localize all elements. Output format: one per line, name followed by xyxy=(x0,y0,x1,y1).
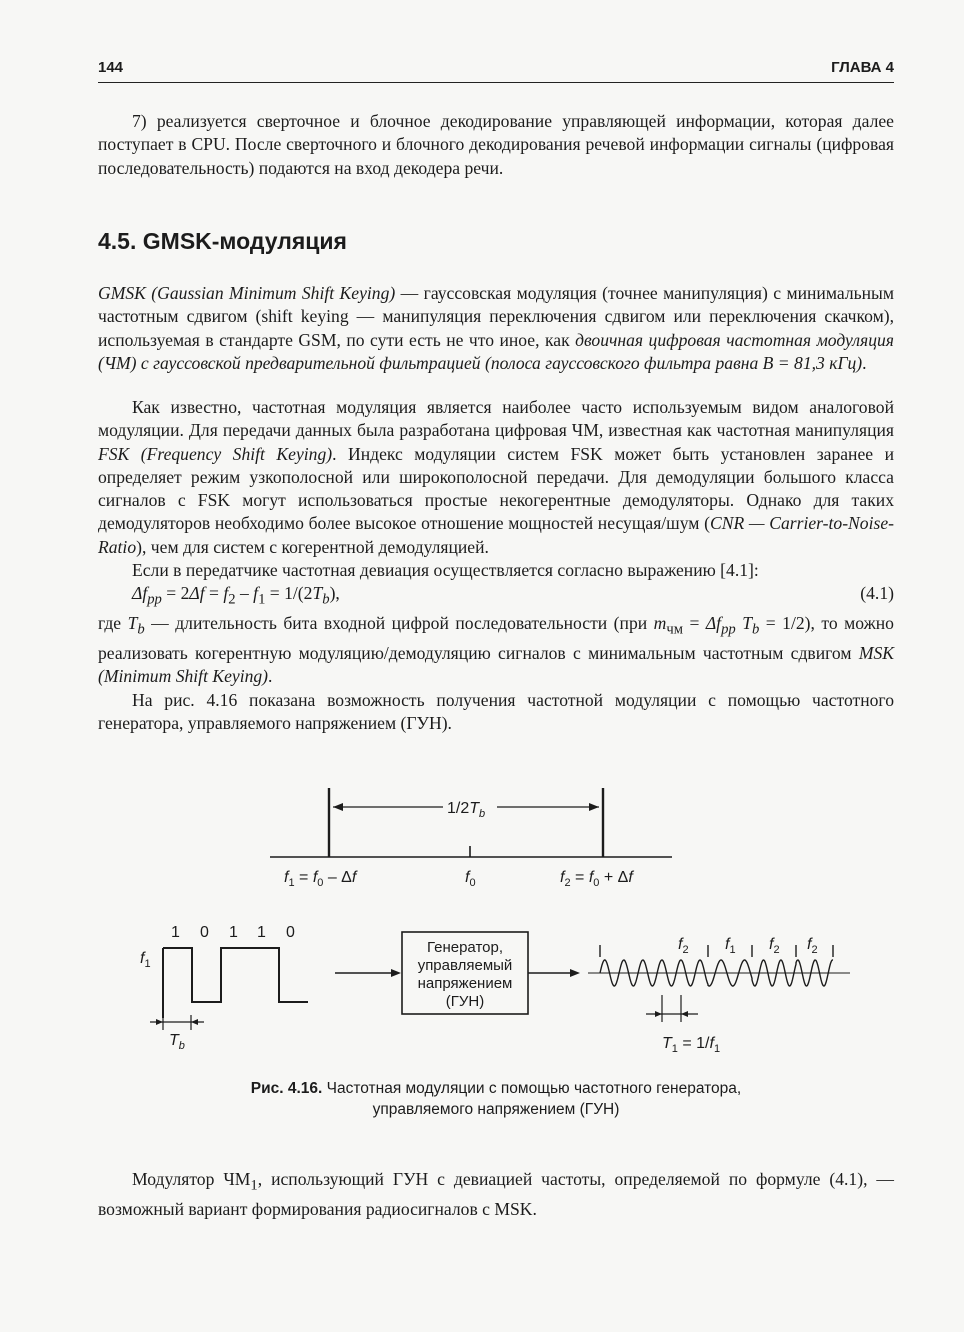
text-run: где xyxy=(98,613,128,634)
text-run: . xyxy=(268,666,273,687)
f1-axis-label: $f_1$ xyxy=(140,950,151,970)
definition-italic: двоичная цифровая частотная модуляция (ЧМ) с гауссовской предварительной фильтрацией (полоса гауссовского фильтра равна B = 81,3 кГц) xyxy=(98,329,894,373)
subscript: 1 xyxy=(250,1177,258,1194)
half-period-label: $1/2T_b$ xyxy=(447,800,486,820)
figure-caption xyxy=(98,1078,894,1120)
arrow-to-output xyxy=(528,969,580,977)
caption-line-2: управляемого напряжением (ГУН) xyxy=(372,1101,620,1118)
page-number: 144 xyxy=(98,59,124,76)
seg-freq-label: $f_1$ xyxy=(725,936,736,956)
paragraph-5: где $T_b$ — длительность бита входной цифрой последовательности (при $m_{чм} = \Delta f_{pp}$ $T_b = 1/2$), то можно реализовать когерентную модуляцию/демодуляцию сигналов с минимальным частотным сдвигом MSK (Minimum Shift Keying). xyxy=(98,613,894,687)
bit-waveform-path xyxy=(163,948,308,1002)
bit-label: 1 xyxy=(229,924,238,941)
text-run: — длительность бита входной цифрой последовательности (при xyxy=(144,613,654,634)
spectrum-diagram xyxy=(270,788,672,889)
arrow-to-generator xyxy=(335,969,401,977)
section-number: 4.5. xyxy=(98,228,137,254)
tb-label: $T_b$ xyxy=(169,1032,185,1052)
term-cnr: CNR — Carrier-to-Noise-Ratio xyxy=(98,513,894,557)
text-run: , использующий ГУН с девиацией частоты, определяемой по формуле (4.1), — возможный вариант формирования радиосигналов с MSK. xyxy=(98,1169,894,1219)
paragraph-7 xyxy=(98,1168,894,1221)
generator-line: (ГУН) xyxy=(445,993,485,1010)
text-run: . xyxy=(862,352,867,373)
caption-label: Рис. 4.16. xyxy=(250,1080,323,1097)
chapter-title: ГЛАВА 4 xyxy=(831,59,894,76)
paragraph-6: На рис. 4.16 показана возможность получения частотной модуляции с помощью частотного генератора, управляемого напряжением (ГУН). xyxy=(98,689,894,733)
equation-4-1 xyxy=(98,582,894,612)
header-rule xyxy=(98,82,894,83)
bit-label: 0 xyxy=(286,924,295,941)
equation-number: (4.1) xyxy=(860,583,894,604)
equation-body: $\Delta f_{pp} = 2\Delta f = f_2 - f_1 = 1/(2T_b)$, xyxy=(132,583,340,608)
vco-generator-box xyxy=(402,932,528,1014)
running-header xyxy=(98,56,894,84)
text-run: — гауссовская модуляция (точнее манипуляция) с минимальным частотным сдвигом (shift keying — манипуляция переключения сдвигом или переключения скачком), используемая в стандарте GSM, по сути есть не что иное, как xyxy=(98,283,894,350)
section-title: GMSK-модуляция xyxy=(142,228,347,254)
term-fsk: FSK (Frequency Shift Keying) xyxy=(98,443,333,464)
t1-label: $T_1 = 1/f_1$ xyxy=(662,1035,721,1055)
text-run: Как известно, частотная модуляция является наиболее часто используемым видом аналоговой модуляции. Для передачи данных была разработана цифровая ЧМ, известная как частотная манипуляция xyxy=(98,397,894,441)
text-run: Модулятор ЧМ xyxy=(132,1169,251,1189)
f2-label: $f_2 = f_0 + \Delta f$ xyxy=(560,869,633,889)
paragraph-1 xyxy=(98,110,894,180)
fm-output-signal xyxy=(588,936,850,1055)
figure-4-16 xyxy=(0,770,964,1070)
paragraph-4: Если в передатчике частотная девиация осуществляется согласно выражению [4.1]: xyxy=(132,560,759,581)
seg-freq-label: $f_2$ xyxy=(807,936,818,956)
seg-freq-label: $f_2$ xyxy=(769,936,780,956)
paragraph-2 xyxy=(98,282,894,375)
paragraph-text: 7) реализуется сверточное и блочное декодирование управляющей информации, которая далее поступает в CPU. После сверточного и блочного декодирования речевой информации сигналы (цифровая последовательность) подаются на вход декодера речи. xyxy=(98,111,894,178)
paragraph-text xyxy=(98,1168,894,1221)
digital-waveform xyxy=(140,948,308,1052)
paragraph-text xyxy=(98,396,894,559)
bit-labels xyxy=(171,924,295,941)
text-run: ), чем для систем с когерентной демодуляцией. xyxy=(136,536,489,557)
generator-line: напряжением xyxy=(417,975,513,992)
caption-line-1 xyxy=(98,1078,894,1099)
f1-label: $f_1 = f_0 - \Delta f$ xyxy=(284,869,357,889)
section-heading xyxy=(98,228,347,255)
generator-line: Генератор, xyxy=(427,939,503,956)
seg-freq-label: $f_2$ xyxy=(678,936,689,956)
term-msk: MSK (Minimum Shift Keying) xyxy=(98,643,894,687)
text-run: . Индекс модуляции систем FSK может быть установлен заранее и определяет режим узкополосной или широкополосной передачи. Для демодуляции большого класса сигналов с FSK могут использоваться простые некогерентные демодуляторы. Однако для таких демодуляторов необходимо более высокое отношение мощностей несущая/шум ( xyxy=(98,443,894,534)
paragraph-text xyxy=(98,282,894,375)
bit-label: 1 xyxy=(171,924,180,941)
term-gmsk: GMSK (Gaussian Minimum Shift Keying) xyxy=(98,283,396,303)
bit-label: 1 xyxy=(257,924,266,941)
caption-text: Частотная модуляции с помощью частотного генератора, xyxy=(322,1080,742,1097)
paragraph-3 xyxy=(98,396,894,735)
f0-label: $f_0$ xyxy=(465,869,476,889)
generator-line: управляемый xyxy=(417,957,513,974)
text-run: ), то можно реализовать когерентную модуляцию/демодуляцию сигналов с минимальным частотным сдвигом xyxy=(98,613,894,663)
bit-label: 0 xyxy=(200,924,209,941)
